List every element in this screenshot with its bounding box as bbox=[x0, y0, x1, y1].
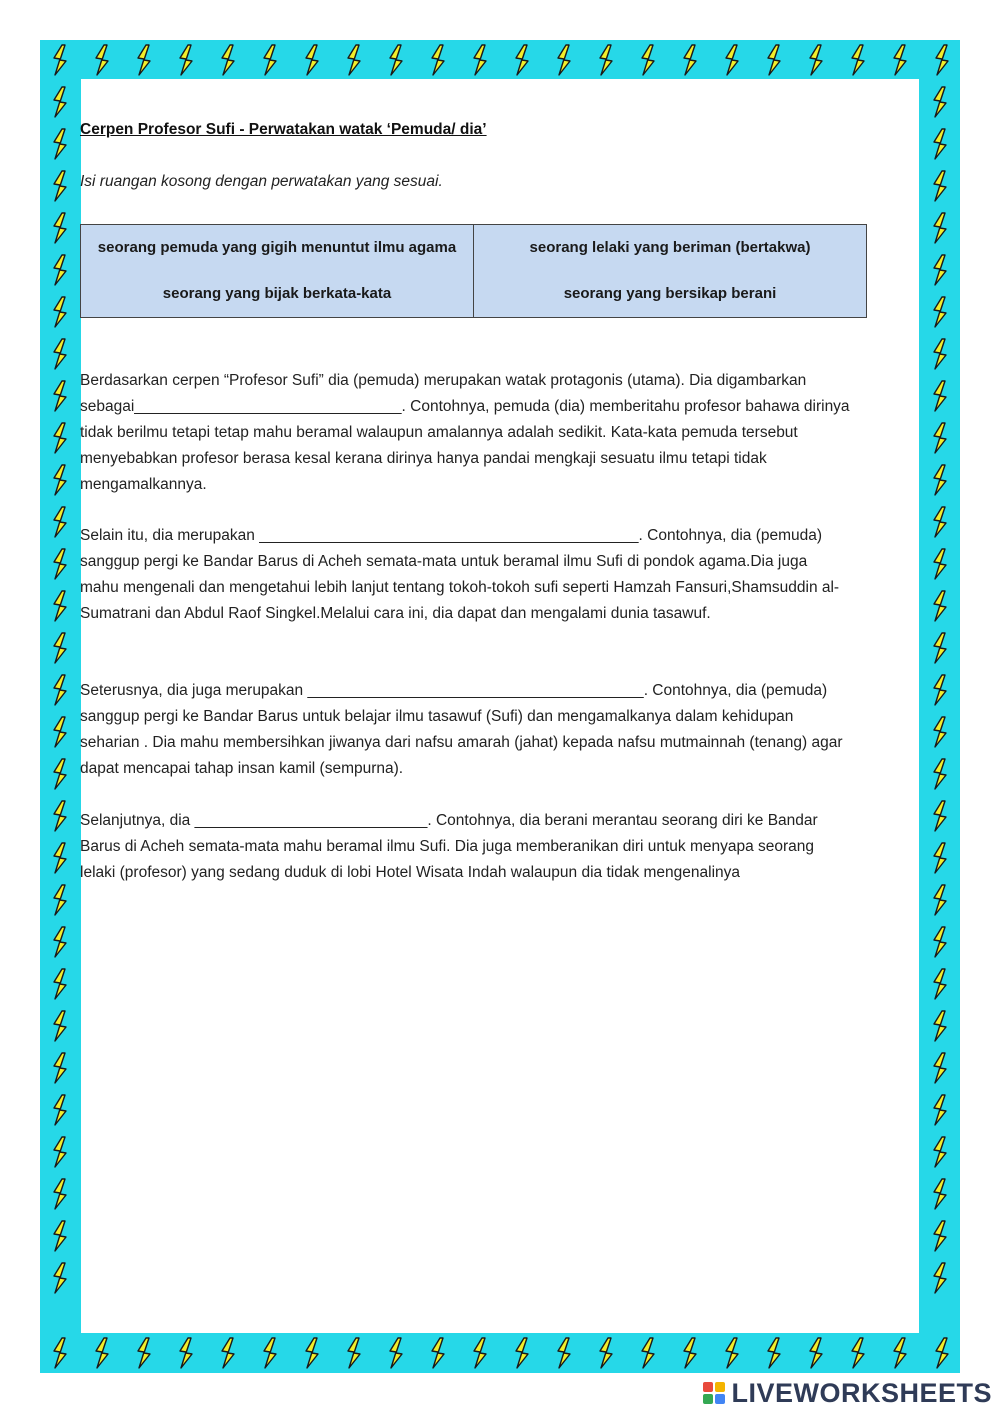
lightning-bolt-icon bbox=[54, 171, 66, 201]
lightning-bolt-icon bbox=[54, 1221, 66, 1251]
paragraph-text: Selanjutnya, dia bbox=[80, 812, 195, 829]
lightning-bolt-icon bbox=[264, 45, 276, 75]
lightning-bolt-icon bbox=[54, 549, 66, 579]
lightning-bolt-icon bbox=[934, 549, 946, 579]
lightning-bolt-icon bbox=[54, 1095, 66, 1125]
lightning-bolt-icon bbox=[180, 45, 192, 75]
lightning-bolt-icon bbox=[54, 129, 66, 159]
lightning-bolt-icon bbox=[54, 969, 66, 999]
lightning-bolt-icon bbox=[390, 45, 402, 75]
lightning-bolt-icon bbox=[432, 1338, 444, 1368]
lightning-bolt-icon bbox=[934, 423, 946, 453]
lightning-bolt-icon bbox=[54, 1053, 66, 1083]
liveworksheets-logo-icon bbox=[703, 1382, 725, 1404]
word-bank-option: seorang lelaki yang beriman (bertakwa) bbox=[529, 239, 811, 256]
answer-blank-2[interactable]: ____________________________________________ bbox=[259, 527, 639, 544]
paragraph-2 bbox=[80, 523, 850, 627]
lightning-bolt-icon bbox=[54, 591, 66, 621]
word-bank-row bbox=[81, 225, 867, 318]
lightning-bolt-icon bbox=[934, 843, 946, 873]
lightning-bolt-icon bbox=[54, 45, 66, 75]
paragraph-3 bbox=[80, 678, 850, 782]
paragraph-1 bbox=[80, 368, 850, 498]
lightning-bolt-icon bbox=[54, 297, 66, 327]
lightning-bolt-icon bbox=[54, 1137, 66, 1167]
lightning-bolt-icon bbox=[54, 423, 66, 453]
word-bank-cell bbox=[474, 225, 867, 318]
lightning-bolt-icon bbox=[934, 465, 946, 495]
lightning-bolt-icon bbox=[54, 465, 66, 495]
lightning-bolt-icon bbox=[934, 1053, 946, 1083]
lightning-bolt-icon bbox=[852, 45, 864, 75]
lightning-bolt-icon bbox=[726, 1338, 738, 1368]
word-bank-cell bbox=[81, 225, 474, 318]
lightning-bolt-icon bbox=[934, 129, 946, 159]
lightning-bolt-icon bbox=[516, 1338, 528, 1368]
word-bank-option: seorang yang bersikap berani bbox=[563, 285, 777, 302]
lightning-bolt-icon bbox=[348, 1338, 360, 1368]
lightning-bolt-icon bbox=[516, 45, 528, 75]
lightning-bolt-icon bbox=[600, 45, 612, 75]
lightning-bolt-icon bbox=[934, 339, 946, 369]
word-bank-table bbox=[80, 224, 867, 318]
lightning-bolt-icon bbox=[934, 885, 946, 915]
lightning-bolt-icon bbox=[810, 45, 822, 75]
lightning-bolt-icon bbox=[474, 45, 486, 75]
lightning-bolt-icon bbox=[684, 1338, 696, 1368]
logo-square bbox=[703, 1394, 713, 1404]
lightning-bolt-icon bbox=[54, 633, 66, 663]
lightning-bolt-icon bbox=[54, 885, 66, 915]
lightning-bolt-icon bbox=[54, 717, 66, 747]
lightning-bolt-icon bbox=[54, 87, 66, 117]
lightning-bolt-icon bbox=[934, 255, 946, 285]
lightning-bolt-icon bbox=[934, 171, 946, 201]
lightning-bolt-icon bbox=[54, 927, 66, 957]
lightning-bolt-icon bbox=[934, 1137, 946, 1167]
lightning-bolt-icon bbox=[934, 213, 946, 243]
lightning-bolt-icon bbox=[642, 45, 654, 75]
lightning-bolt-icon bbox=[54, 1263, 66, 1293]
lightning-bolt-icon bbox=[54, 213, 66, 243]
lightning-bolt-icon bbox=[54, 339, 66, 369]
lightning-bolt-icon bbox=[934, 759, 946, 789]
lightning-bolt-icon bbox=[642, 1338, 654, 1368]
lightning-bolt-icon bbox=[934, 1263, 946, 1293]
lightning-bolt-icon bbox=[726, 45, 738, 75]
lightning-bolt-icon bbox=[934, 1095, 946, 1125]
lightning-bolt-icon bbox=[54, 1011, 66, 1041]
lightning-bolt-icon bbox=[558, 45, 570, 75]
lightning-bolt-icon bbox=[936, 45, 948, 75]
lightning-bolt-icon bbox=[934, 87, 946, 117]
lightning-bolt-icon bbox=[222, 45, 234, 75]
lightning-bolt-icon bbox=[684, 45, 696, 75]
word-bank-option: seorang yang bijak berkata-kata bbox=[162, 285, 392, 302]
lightning-bolt-icon bbox=[54, 381, 66, 411]
lightning-bolt-icon bbox=[432, 45, 444, 75]
worksheet-title: Cerpen Profesor Sufi - Perwatakan watak ‘Pemuda/ dia’ bbox=[80, 121, 487, 138]
lightning-bolt-icon bbox=[54, 255, 66, 285]
lightning-bolt-icon bbox=[138, 1338, 150, 1368]
lightning-bolt-icon bbox=[934, 1011, 946, 1041]
paragraph-text: . Contohnya, dia berani merantau seorang diri ke Bandar Barus di Acheh semata-mata mahu beramal ilmu Sufi. Dia juga memberanikan diri untuk menyapa seorang lelaki (profesor) yang sedang duduk di lobi Hotel Wisata Indah walaupun dia tidak mengenalinya bbox=[80, 812, 818, 881]
lightning-bolt-icon bbox=[54, 1338, 66, 1368]
lightning-bolt-icon bbox=[264, 1338, 276, 1368]
paragraph-text: . Contohnya, dia (pemuda) sanggup pergi ke Bandar Barus untuk belajar ilmu tasawuf (Sufi) dan mengamalkanya dalam kehidupan seharian . Dia mahu membersihkan jiwanya dari nafsu amarah (jahat) kepada nafsu mutmainnah (tenang) agar dapat mencapai tahap insan kamil (sempurna). bbox=[80, 682, 843, 777]
logo-square bbox=[715, 1394, 725, 1404]
lightning-bolt-icon bbox=[934, 675, 946, 705]
lightning-bolt-icon bbox=[934, 507, 946, 537]
lightning-bolt-icon bbox=[768, 1338, 780, 1368]
paragraph-text: Seterusnya, dia juga merupakan bbox=[80, 682, 308, 699]
lightning-bolt-icon bbox=[54, 759, 66, 789]
lightning-bolt-icon bbox=[894, 1338, 906, 1368]
paragraph-text: . Contohnya, dia (pemuda) sanggup pergi ke Bandar Barus di Acheh semata-mata untuk beramal ilmu Sufi di pondok agama.Dia juga mahu mengenali dan mengetahui lebih lanjut tentang tokoh-tokoh sufi seperti Hamzah Fansuri,Shamsuddin al-Sumatrani dan Abdul Raof Singkel.Melalui cara ini, dia dapat dan mengalami dunia tasawuf. bbox=[80, 527, 840, 622]
lightning-bolt-icon bbox=[96, 45, 108, 75]
lightning-bolt-icon bbox=[558, 1338, 570, 1368]
lightning-bolt-icon bbox=[934, 801, 946, 831]
lightning-bolt-icon bbox=[934, 1179, 946, 1209]
lightning-bolt-icon bbox=[306, 1338, 318, 1368]
lightning-bolt-icon bbox=[474, 1338, 486, 1368]
lightning-bolt-icon bbox=[54, 507, 66, 537]
lightning-bolt-icon bbox=[934, 717, 946, 747]
paragraph-text: Berdasarkan cerpen “Profesor Sufi” dia (pemuda) merupakan watak protagonis (utama). Dia digambarkan sebagai bbox=[80, 372, 807, 415]
lightning-bolt-icon bbox=[54, 843, 66, 873]
paragraph-text: Selain itu, dia merupakan bbox=[80, 527, 260, 544]
brand-name: LIVEWORKSHEETS bbox=[731, 1377, 992, 1408]
lightning-bolt-icon bbox=[348, 45, 360, 75]
liveworksheets-brand[interactable] bbox=[703, 1375, 992, 1411]
lightning-bolt-icon bbox=[936, 1338, 948, 1368]
lightning-bolt-icon bbox=[934, 297, 946, 327]
lightning-bolt-icon bbox=[934, 927, 946, 957]
lightning-bolt-icon bbox=[934, 591, 946, 621]
lightning-bolt-icon bbox=[222, 1338, 234, 1368]
lightning-bolt-icon bbox=[138, 45, 150, 75]
lightning-bolt-icon bbox=[894, 45, 906, 75]
worksheet-instruction: Isi ruangan kosong dengan perwatakan yang sesuai. bbox=[80, 173, 443, 190]
answer-blank-3[interactable]: _______________________________________ bbox=[307, 682, 644, 699]
lightning-bolt-icon bbox=[934, 381, 946, 411]
lightning-bolt-icon bbox=[390, 1338, 402, 1368]
lightning-bolt-icon bbox=[600, 1338, 612, 1368]
lightning-bolt-icon bbox=[54, 1179, 66, 1209]
lightning-bolt-icon bbox=[180, 1338, 192, 1368]
lightning-bolt-icon bbox=[54, 801, 66, 831]
lightning-bolt-icon bbox=[934, 633, 946, 663]
word-bank-option: seorang pemuda yang gigih menuntut ilmu agama bbox=[97, 239, 457, 256]
paragraph-4 bbox=[80, 808, 850, 886]
lightning-bolt-icon bbox=[852, 1338, 864, 1368]
lightning-bolt-icon bbox=[810, 1338, 822, 1368]
lightning-bolt-icon bbox=[934, 969, 946, 999]
logo-square bbox=[715, 1382, 725, 1392]
lightning-bolt-icon bbox=[934, 1221, 946, 1251]
logo-square bbox=[703, 1382, 713, 1392]
answer-blank-4[interactable]: ___________________________ bbox=[194, 812, 428, 829]
lightning-bolt-icon bbox=[54, 675, 66, 705]
lightning-bolt-icon bbox=[96, 1338, 108, 1368]
answer-blank-1[interactable]: _______________________________ bbox=[134, 398, 402, 415]
paragraph-text: . Contohnya, pemuda (dia) memberitahu profesor bahawa dirinya tidak berilmu tetapi tetap mahu beramal walaupun amalannya adalah sedikit. Kata-kata pemuda tersebut menyebabkan profesor berasa kesal kerana dirinya hanya pandai mengkaji sesuatu ilmu tetapi tidak mengamalkannya. bbox=[80, 398, 850, 493]
lightning-bolt-icon bbox=[306, 45, 318, 75]
lightning-bolt-icon bbox=[768, 45, 780, 75]
